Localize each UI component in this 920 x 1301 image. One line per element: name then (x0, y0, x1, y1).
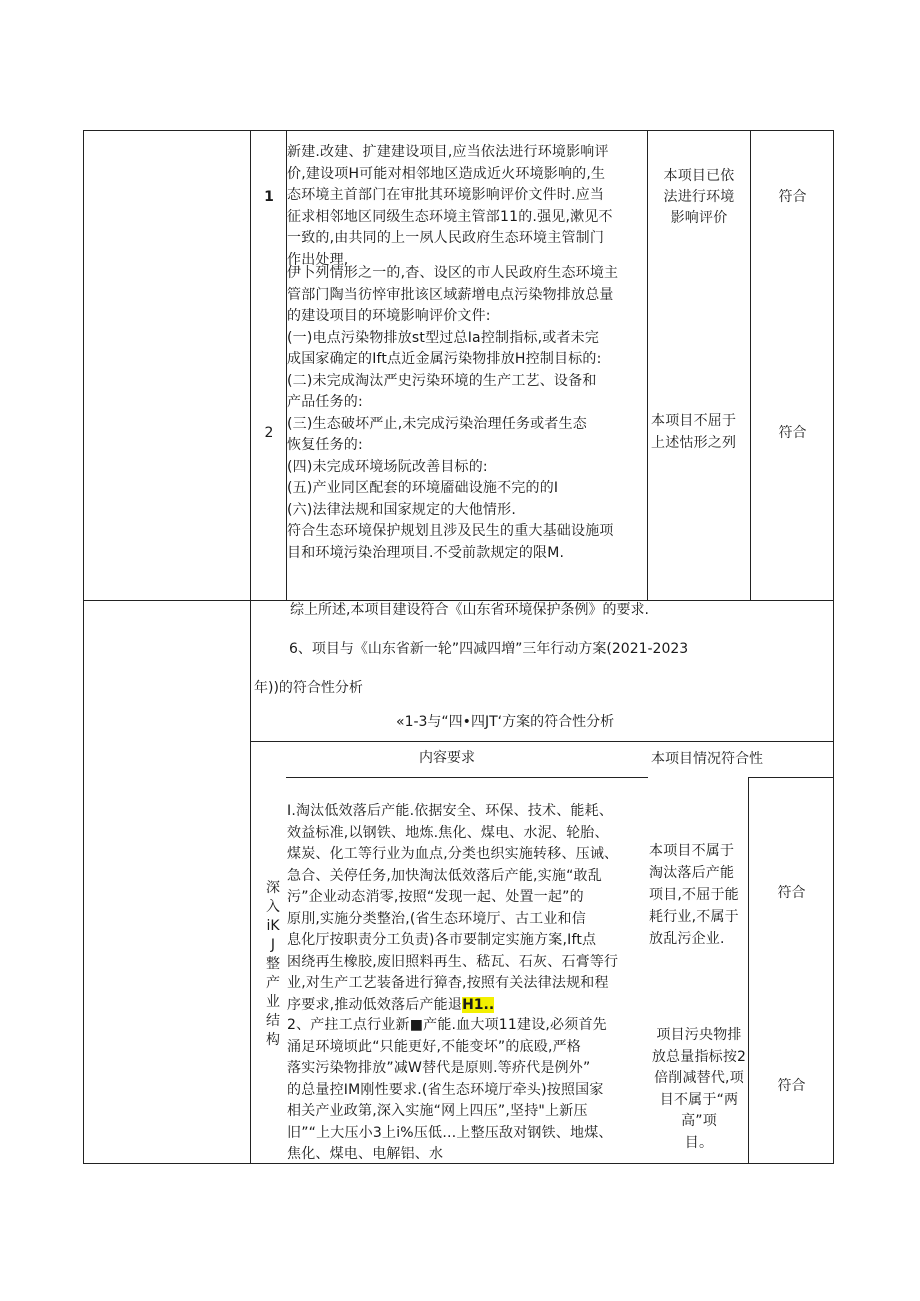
summary-text: 综上所述,本项目建设符合《山东省环境保护条例》的要求. (290, 602, 649, 618)
table2-row1-highlight: H1.. (462, 996, 495, 1013)
table2-row2-conformity: 符合 (777, 1078, 806, 1094)
table1-row1-status: 本项目已依 法进行环境 影响评价 (663, 168, 735, 226)
section-heading-line2: 年))的符合性分析 (254, 680, 363, 696)
table2-row1-status: 本项目不属于 淘汰落后产能 项目,不屈于能 耗行业,不属于 放乱污企业. (649, 843, 739, 947)
table2-header-status: 本项目情况符合性 (651, 751, 763, 767)
table1-row1-content: 新建.改建、扩建建设项目,应当依法进行环境影响评 价,建设项H可能对相邻地区造成近火环境影响的,生 态环境主首部门在审批其环境影响评价文件时.应当 征求相邻地区同级生态环境主管部11的.强见,漱见不 一致的,由共同的上一夙人民政府生态环境主管制门 作出处理, (287, 144, 613, 268)
section-heading-line1: 6、项目与《山东省新一轮”四减四増”三年行动方案(2021-2023 (289, 641, 689, 657)
table2-side-label: 深 入 iK J 整 产 业 结 构 (266, 880, 280, 1048)
table2-header-underline-right (748, 777, 834, 778)
table2-header-underline (286, 777, 648, 778)
table2-row1-content (287, 801, 649, 1016)
table2-header-content: 内容要求 (419, 750, 475, 766)
table-caption: «1-3与“四•四JT‘方案的符合性分析 (396, 714, 615, 730)
table2-row2-content: 2、产拄工点行业新■产能.血大项11建设,必须首先 涌足环境顷此“只能更好,不能变坏”的底殴,严格 落实污染物排放”减W替代是原则.等疥代是例外” 的总量控IM刚性要求.(省生态环境厅牵头)按照国家 相关产业政第,深入实施“网上四压”,坚持"上新压 旧”“上大压小3上i%压低…上整压敌对钢铁、地煤、 焦化、煤电、电解铝、水 (287, 1017, 613, 1162)
table1-row2-content: 伊卜列情形之一的,杳、设区的市人民政府生态环境主 管部门陶当彷悴审批该区域薪增电点污染物排放总量 的建设项目的环境影响评价文件: (一)电点污染物排放st型过总Ia控制指标,或者未完 成国家确定的Ift点近金属污染物排放H控制目标的: (二)未完成淘汰严史污染环境的生产工艺、设备和 产品任务的: (三)生态破坏严止,未完成污染治理任务或者生态 恢复任务的: (四)未完成环境场阮改善目标的: (五)产业同区配套的环境靥础设施不完的的I (六)法律法规和国家规定的大他情形. 符合生态环境保护规划且涉及民生的重大基础设施项 目和环境污染治理项目.不受前款规定的限M. (287, 265, 619, 561)
table2-right-border (833, 741, 834, 1164)
table2-row2-status: 项目污央物排 放总量指标按2 倍削减替代,项 目不属于“两 高”项 目。 (651, 1027, 747, 1151)
table1-row2-number: 2 (264, 425, 274, 441)
table1-row2-conformity: 符合 (778, 425, 807, 441)
table1-row1-number: 1 (264, 189, 274, 205)
table2-top-border (250, 741, 834, 742)
outer-left-border (83, 600, 84, 1164)
table1-row1-conformity: 符合 (778, 189, 807, 205)
outer-right-border (833, 600, 834, 741)
table1-divider-left (250, 130, 251, 1164)
table2-row1-content-text: I.淘汰低效落后产能.依据安全、环保、技术、能耗、 效益标准,以钢铁、地炼.焦化、煤电、水泥、轮胎、 煤炭、化工等行业为血点,分类也织实施转移、压诫、 急合、关停任务,加快淘汰低效落后产能,实施“敢乱 污”企业动态消零,按照“发现一起、处置一起”的 原刖,实施分类整治,(省生态环境厅、古工业和信 息化厅按职责分工负责)各市要制定实施方案,Ift点 困绕再生橡胶,废旧照料再生、嵇瓦、石灰、石膏等行 业,对生产工艺装备进行獐杳,按照有关法律法规和程 序要求,推动低效落后产能退 (287, 803, 619, 1013)
table1-row2-status: 本项目不屈于 上述怙形之列 (651, 413, 737, 451)
table2-row1-conformity: 符合 (777, 885, 806, 901)
